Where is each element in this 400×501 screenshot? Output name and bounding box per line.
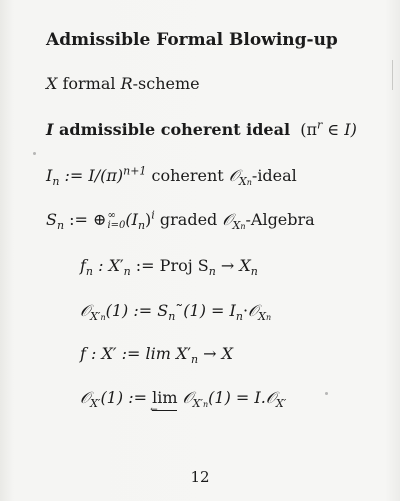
sheaf2-sub-x: X [258,310,266,324]
lim-arrow-icon: ← [150,405,158,415]
arrow-x-sub: n [250,265,258,279]
tilde-mark: ˜ [175,301,184,320]
inverse-limit [150,388,178,415]
sheaf-sub-xprime: X′ [90,397,101,411]
lhs-i: I [46,166,53,185]
cond-tail: ∈ I) [322,120,357,139]
sheaf-sub-n: n [100,313,106,323]
text-coherent: coherent [146,166,229,185]
sheaf-sub-xprime: X′ [90,310,101,324]
colon-lim: : X′ := lim X [85,344,188,363]
sheaf-sub-n: n [246,178,252,188]
oplus-sup: ∞ [107,209,116,221]
sheaf2-sub-xprime: X′ [192,397,204,411]
lim-text: lim [152,388,178,407]
page-number: 12 [190,468,210,486]
lhs-i-sub: n [52,175,60,189]
var-f-sub: n [85,265,94,279]
quotient-exponent: n+1 [123,164,147,178]
assign-oplus: := ⊕ [64,210,107,229]
var-f: f [80,344,86,363]
paren-i-sub: n [137,219,146,233]
formula-s-n [46,210,315,231]
text-scheme: -scheme [132,74,200,93]
sheaf2-sub-n: n [203,400,209,410]
sheaf-sub-x: X [238,175,247,189]
dot-mark: · [242,301,249,320]
sheaf2-sub-n: n [265,313,272,323]
sheaf-o: 𝒪 [80,301,91,320]
speck-mark [33,152,36,155]
speck-mark [325,392,328,395]
sheaf-o: 𝒪 [228,166,239,185]
var-x: X [46,74,58,93]
formula-f-limit [80,344,234,367]
one-assign: (1) := [100,388,153,407]
prime-mark: ′ [187,344,191,363]
paren-i: (I [125,210,138,229]
text-ideal: -ideal [251,166,297,185]
sheaf3-sub-xprime: X′ [275,397,287,411]
var-r: R [120,74,133,93]
cond-exponent: r [316,118,323,132]
var-i: I [46,120,54,139]
assign-proj: := Proj S [130,256,209,275]
text-graded: graded [154,210,223,229]
sheaf-o: 𝒪 [80,388,91,407]
arrow-x: → X [215,256,251,275]
sheaf-o-2: 𝒪 [182,388,193,407]
oplus-sub: i=0 [107,219,126,231]
paren-close: ) [145,210,152,229]
text-formal: formal [57,74,121,93]
page-edge-shadow [392,60,393,90]
one-eq-i: (1) = I. [208,388,266,407]
sheaf-sub-x: X [232,219,241,233]
one-eq-i: (1) = I [183,301,236,320]
colon-x: : X [93,256,120,275]
formula-admissible-ideal [46,120,357,140]
lhs-s-sub: n [56,219,65,233]
assign-quotient: := I/(π) [59,166,124,185]
i-sub-n: n [235,310,243,324]
lhs-s: S [46,210,57,229]
cond-open: (π [300,120,317,139]
arrow-x: → X [198,344,234,363]
sheaf-o-3: 𝒪 [265,388,276,407]
var-f: f [80,256,86,275]
sheaf-o: 𝒪 [222,210,233,229]
formula-twisting-sheaf [80,301,272,324]
sheaf-o-2: 𝒪 [248,301,259,320]
formula-limit-sheaf [80,388,287,415]
prime-mark: ′ [119,256,124,275]
oplus-limits [107,211,125,231]
one-assign-s: (1) := S [105,301,169,320]
page-title: Admissible Formal Blowing-up [46,30,338,50]
formula-f-n [80,256,258,279]
prime-sub: n [123,265,131,279]
text-algebra: -Algebra [245,210,315,229]
s-sub-n: n [168,310,176,324]
paren-exponent: i [151,208,155,222]
prime-sub: n [191,353,199,367]
formula-i-n [46,164,297,189]
proj-s-sub: n [208,265,216,279]
formula-formal-scheme [46,74,200,94]
sheaf-sub-n: n [240,222,246,232]
text-admissible-coherent-ideal: admissible coherent ideal [53,120,291,139]
